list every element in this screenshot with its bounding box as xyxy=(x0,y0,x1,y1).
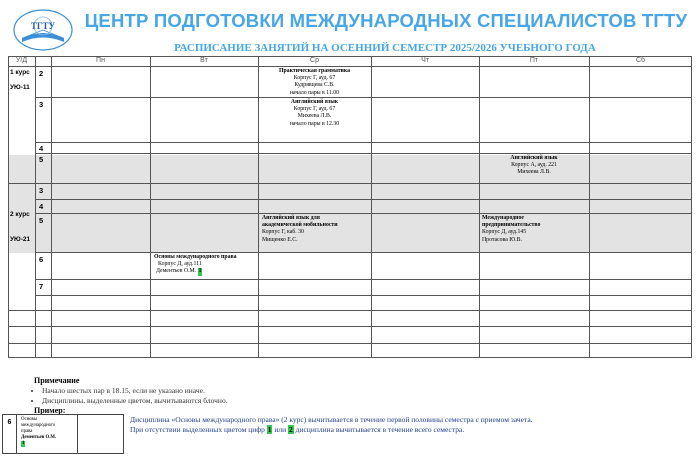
day-header-fri: Пт xyxy=(529,57,539,64)
schedule-table xyxy=(8,56,692,358)
pair-number: 5 xyxy=(39,155,44,164)
day-header-tue: Вт xyxy=(200,57,208,64)
note-item: • Начало шестых пар в 18.15, если не указано иначе. xyxy=(42,386,228,396)
lesson-cell: Английский язык для академической мобильности Корпус Г, каб. 30 Мищенко Е.С. xyxy=(262,215,338,243)
block-mark: 1 xyxy=(198,268,202,275)
lesson-cell: Международное предпринимательство Корпус Д, ауд.145 Протасова Ю.В. xyxy=(482,215,541,243)
example-heading: Пример: xyxy=(34,406,66,415)
lesson-cell: Английский язык Корпус А, ауд. 221 Михеева Л.В. xyxy=(510,155,558,176)
course-label: 1 курс xyxy=(10,69,30,76)
notes-section xyxy=(30,376,228,406)
group-label: УЮ-21 xyxy=(10,236,31,243)
pair-number: 7 xyxy=(39,282,44,291)
pair-number: 3 xyxy=(39,100,44,109)
corner-header: У/Д xyxy=(15,57,28,64)
course-label: 2 курс xyxy=(10,211,30,218)
pair-number: 3 xyxy=(39,186,44,195)
day-header-mon: Пн xyxy=(96,57,105,64)
pair-number: 6 xyxy=(39,255,44,264)
logo-text: ТГТУ xyxy=(30,21,56,31)
example-cell: 6 Основы международного права Дементьев О.М. 1 xyxy=(2,414,124,454)
day-header-thu: Чт xyxy=(421,57,429,64)
pair-number: 4 xyxy=(39,202,44,211)
note-item: • Дисциплины, выделенные цветом, вычитываются блочно. xyxy=(42,396,228,406)
page-subtitle: РАСПИСАНИЕ ЗАНЯТИЙ НА ОСЕННИЙ СЕМЕСТР 2025/2026 УЧЕБНОГО ГОДА xyxy=(174,42,596,54)
pair-number: 5 xyxy=(39,216,44,225)
page-title: ЦЕНТР ПОДГОТОВКИ МЕЖДУНАРОДНЫХ СПЕЦИАЛИСТОВ ТГТУ xyxy=(84,10,688,31)
lesson-cell: Практическая грамматика Корпус Г, ауд. 67 Кудрявцева С.В. начало пары в 11.00 xyxy=(278,68,351,96)
example-explanation: Дисциплина «Основы международного права» (2 курс) вычитывается в течение первой половины семестра с приемом зачета. При отсутствии выделенных цветом цифр 1 или 2 дисциплина вычитывается в течение всего семестра. xyxy=(130,415,533,434)
group-label: УЮ-11 xyxy=(10,84,30,91)
day-header-sat: Сб xyxy=(635,57,646,64)
notes-heading: Примечание xyxy=(34,376,80,385)
center-logo xyxy=(12,8,74,52)
lesson-cell: Английский язык Корпус Г, ауд. 67 Михеева Л.В. начало пары в 12.30 xyxy=(289,99,340,127)
pair-number: 4 xyxy=(39,144,44,153)
lesson-cell: Основы международного права Корпус Д, ауд.111 Дементьев О.М. 1 xyxy=(154,254,237,275)
day-header-wed: Ср xyxy=(310,57,319,64)
pair-number: 2 xyxy=(39,69,44,78)
